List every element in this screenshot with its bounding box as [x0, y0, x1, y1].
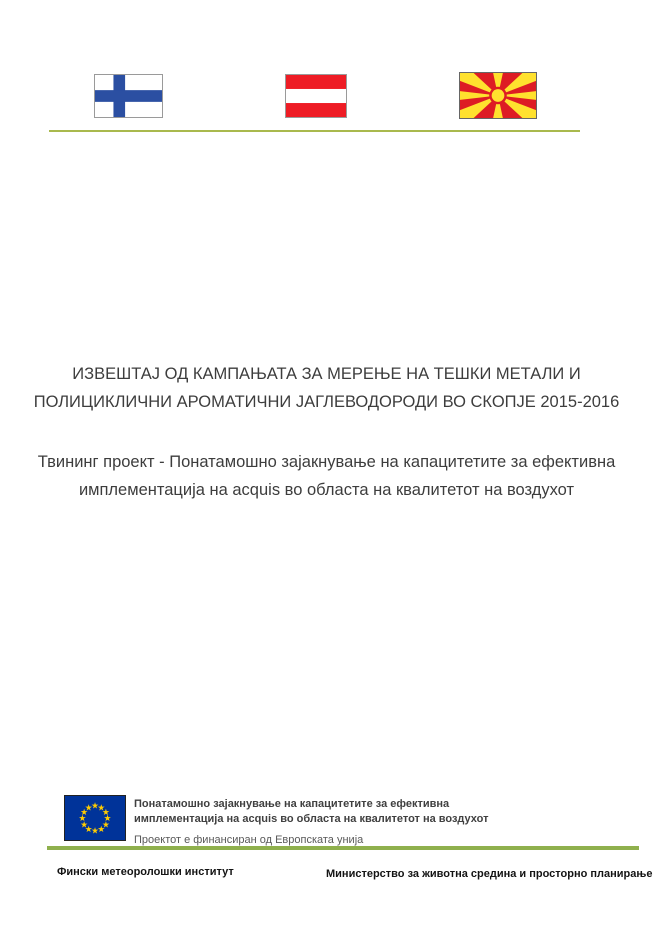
report-subtitle: [0, 448, 653, 504]
svg-text:★: ★: [78, 814, 87, 825]
austria-flag-icon: [285, 74, 347, 118]
report-title: [0, 360, 653, 416]
report-subtitle-line-1: Твининг проект - Понатамошно зајакнување на капацитетите за ефективна: [37, 453, 616, 471]
svg-text:★: ★: [84, 803, 93, 814]
footer-org-left: Фински метеоролошки институт: [57, 866, 234, 878]
eu-banner-line-1: Понатамошно зајакнување на капацитетите за ефективна: [134, 798, 450, 810]
svg-text:★: ★: [80, 807, 89, 818]
svg-text:★: ★: [84, 824, 93, 835]
eu-flag-icon: [64, 795, 126, 841]
eu-banner-text: [134, 797, 494, 846]
report-title-line-1: ИЗВЕШТАЈ ОД КАМПАЊАТА ЗА МЕРЕЊЕ НА ТЕШКИ МЕТАЛИ И: [72, 365, 581, 383]
svg-text:★: ★: [97, 803, 106, 814]
svg-text:★: ★: [91, 826, 99, 837]
svg-text:★: ★: [91, 801, 99, 812]
header-divider-line: [49, 130, 580, 132]
footer-divider-line: [47, 846, 639, 850]
report-title-line-2: ПОЛИЦИКЛИЧНИ АРОМАТИЧНИ ЈАГЛЕВОДОРОДИ ВО СКОПЈЕ 2015-2016: [33, 393, 620, 411]
footer-org-right: Министерство за животна средина и просторно планирање: [326, 868, 653, 880]
eu-banner-line-2: имплементација на acquis во областа на квалитетот на воздухот: [134, 813, 489, 825]
svg-text:★: ★: [103, 814, 112, 825]
svg-text:★: ★: [101, 807, 110, 818]
macedonia-flag-icon: [459, 72, 537, 119]
report-subtitle-line-2: имплементација на acquis во областа на квалитетот на воздухот: [78, 481, 575, 499]
svg-text:★: ★: [101, 820, 110, 831]
svg-text:★: ★: [97, 824, 106, 835]
svg-text:★: ★: [80, 820, 89, 831]
finland-flag-icon: [94, 74, 163, 118]
eu-funding-note: Проектот е финансиран од Европската унија: [134, 834, 364, 846]
